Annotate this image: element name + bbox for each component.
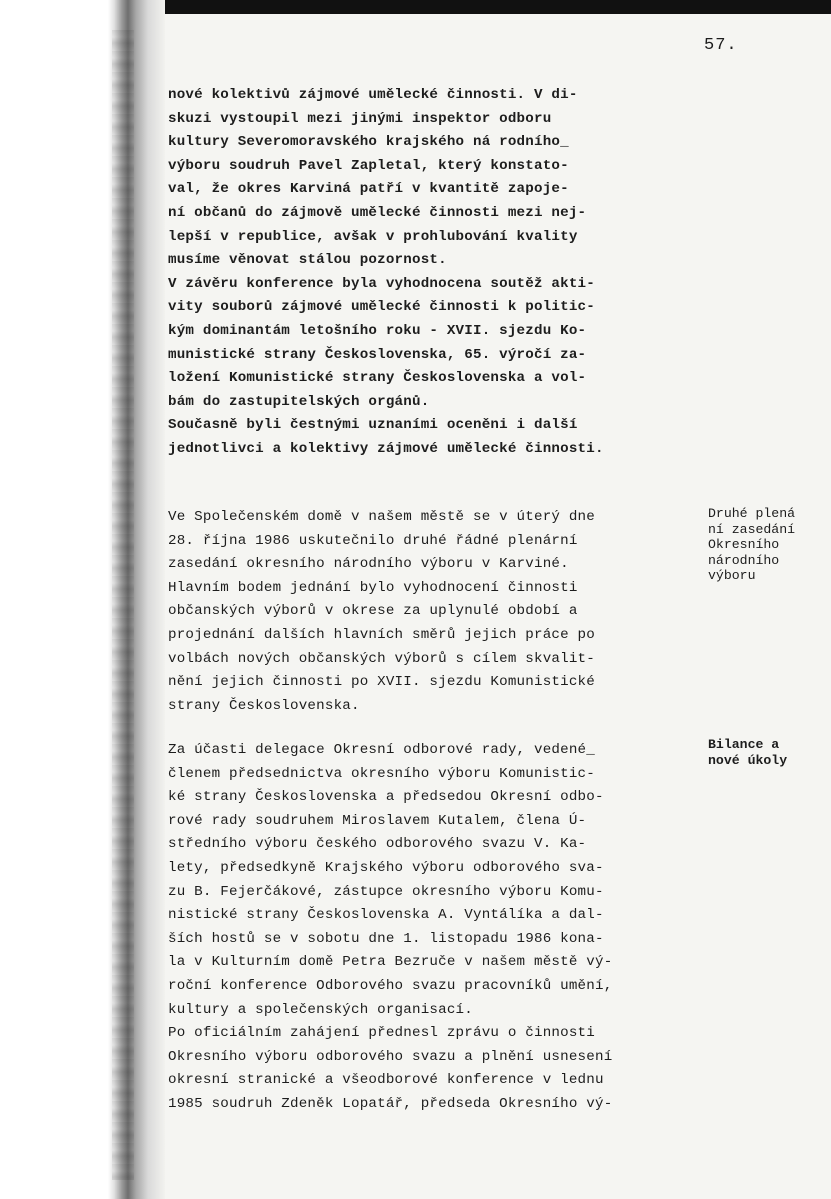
text-line: nění jejich činnosti po XVII. sjezdu Komunistické [168,674,595,691]
text-line: Ve Společenském domě v našem městě se v úterý dne [168,509,595,525]
text-line: kým dominantám letošního roku - XVII. sjezdu Ko- [168,322,587,339]
text-line: zu B. Fejerčákové, zástupce okresního výboru Komu- [168,883,604,900]
text-line: vity souborů zájmové umělecké činnosti k politic- [168,299,595,316]
text-line: rové rady soudruhem Miroslavem Kutalem, člena Ú- [168,812,587,829]
margin-note-line: nové úkoly [708,753,788,768]
text-line: projednání dalších hlavních směrů jejich práce po [168,626,595,643]
text-line: kultury a společenských organisací. [168,1001,473,1018]
page-number: 57. [704,36,738,55]
text-line: lety, předsedkyně Krajského výboru odborového sva- [168,859,604,876]
margin-note-line: Druhé plená [708,506,796,521]
text-line: jednotlivci a kolektivy zájmové umělecké činnosti. [168,440,604,457]
margin-note-line: ní zasedání [708,521,796,537]
text-line: ké strany Československa a předsedou Okresní odbo- [168,789,604,806]
text-line: středního výboru českého odborového svazu V. Ka- [168,836,587,853]
text-line: Za účasti delegace Okresní odborové rady, vedené_ [168,742,595,758]
text-line: Hlavním bodem jednání bylo vyhodnocení činnosti [168,579,578,596]
text-line: občanských výborů v okrese za uplynulé období a [168,603,578,620]
text-line: bám do zastupitelských orgánů. [168,393,430,410]
text-line: Současně byli čestnými uznaními oceněni i další [168,417,578,434]
text-line: val, že okres Karviná patří v kvantitě zapoje- [168,181,569,198]
margin-note-line: Bilance a [708,737,780,752]
scan-binding-texture [112,30,134,1180]
text-line: skuzi vystoupil mezi jinými inspektor odboru [168,110,552,127]
text-line: roční konference Odborového svazu pracovníků umění, [168,977,613,994]
paragraph-union-conference [168,739,708,1117]
text-line: okresní stranické a všeodborové konference v lednu [168,1072,604,1089]
text-line: kultury Severomoravského krajského ná rodního_ [168,134,569,151]
text-line: munistické strany Československa, 65. výročí za- [168,346,587,363]
scan-binding-shadow [0,0,165,1199]
text-line: la v Kulturním domě Petra Bezruče v našem městě vý- [168,954,613,971]
text-line: Po oficiálním zahájení přednesl zprávu o činnosti [168,1025,595,1042]
text-line: nistické strany Československa A. Vyntálíka a dal- [168,907,604,924]
margin-note-line: Okresního [708,537,780,552]
text-line: ších hostů se v sobotu dne 1. listopadu 1986 kona- [168,930,604,947]
margin-note-line: výboru [708,568,756,583]
text-line: nové kolektivů zájmové umělecké činnosti. V di- [168,87,578,103]
text-line: V závěru konference byla vyhodnocena soutěž akti- [168,275,595,292]
margin-note-plenary [708,506,828,584]
text-line: lepší v republice, avšak v prohlubování kvality [168,228,578,245]
text-line: zasedání okresního národního výboru v Karviné. [168,556,569,573]
paragraph-conference-closing [168,84,708,462]
text-line: 28. října 1986 uskutečnilo druhé řádné plenární [168,532,578,549]
text-line: volbách nových občanských výborů s cílem skvalit- [168,650,595,667]
text-line: Okresního výboru odborového svazu a plnění usnesení [168,1048,613,1065]
text-line: musíme věnovat stálou pozornost. [168,252,447,269]
margin-note-balance [708,737,828,769]
text-line: ložení Komunistické strany Československa a vol- [168,370,587,387]
text-line: členem předsednictva okresního výboru Komunistic- [168,765,595,782]
text-line: ní občanů do zájmově umělecké činnosti mezi nej- [168,204,587,221]
text-line: výboru soudruh Pavel Zapletal, který konstato- [168,157,569,174]
text-line: strany Československa. [168,697,360,714]
margin-note-line: národního [708,552,780,568]
paragraph-plenary-session [168,506,708,718]
text-line: 1985 soudruh Zdeněk Lopatář, předseda Okresního vý- [168,1095,613,1112]
